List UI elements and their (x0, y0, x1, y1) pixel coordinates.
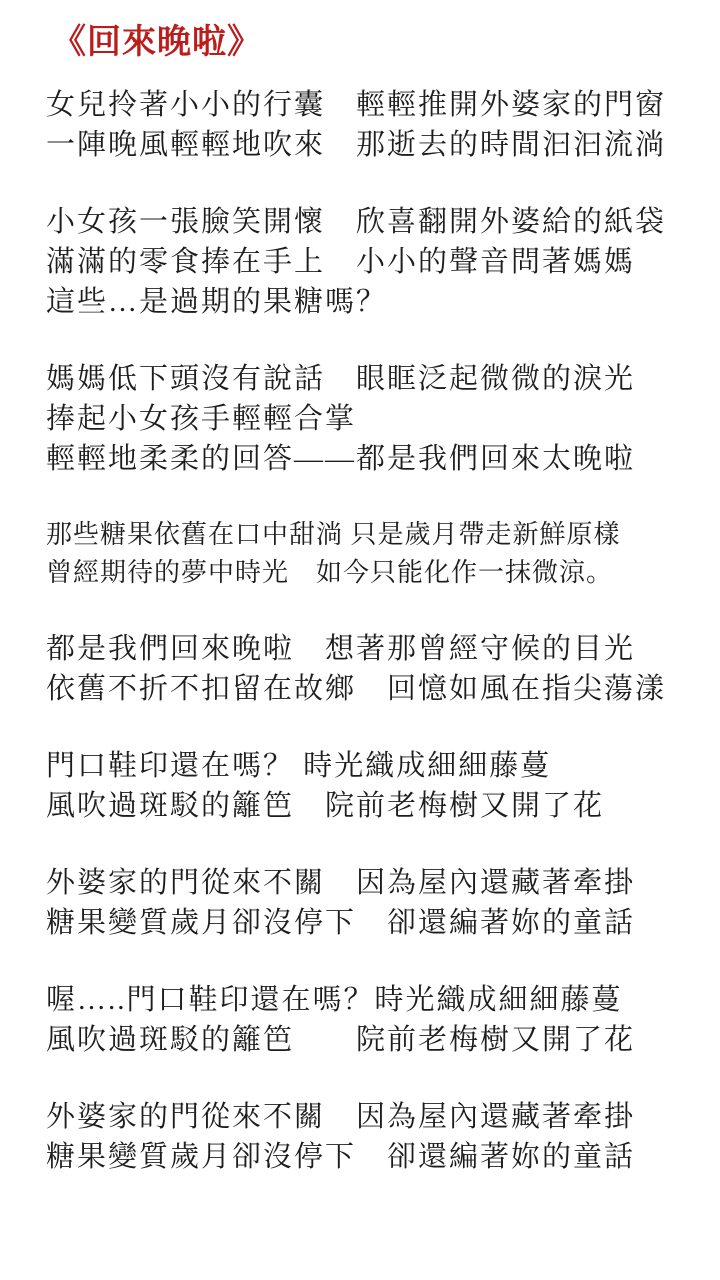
stanza-3 (46, 359, 702, 479)
lyric-line: 滿滿的零食捧在手上 小小的聲音問著媽媽 (46, 246, 636, 278)
lyric-line: 外婆家的門從來不關 因為屋內還藏著牽掛 (46, 1101, 636, 1133)
lyric-line: 門口鞋印還在嗎？ 時光織成細細藤蔓 (46, 750, 552, 782)
lyric-line: 捧起小女孩手輕輕合掌 (46, 403, 357, 435)
lyric-line: 曾經期待的夢中時光 如今只能化作一抹微涼。 (46, 558, 614, 587)
lyric-line: 那些糖果依舊在口中甜淌 只是歲月帶走新鮮原樣 (46, 520, 621, 549)
page-title: 《回來晚啦》 (52, 24, 262, 61)
stanza-4 (46, 516, 702, 592)
stanza-2 (46, 202, 702, 322)
lyric-line: 風吹過斑駁的籬笆 院前老梅樹又開了花 (46, 1024, 636, 1056)
stanza-8 (46, 980, 702, 1060)
lyric-line: 喔…..門口鞋印還在嗎？時光織成細細藤蔓 (46, 984, 623, 1016)
lyric-line: 糖果變質歲月卻沒停下 卻還編著妳的童話 (46, 1141, 636, 1173)
lyric-line: 女兒拎著小小的行囊 輕輕推開外婆家的門窗 (46, 89, 667, 121)
lyric-line: 輕輕地柔柔的回答——都是我們回來太晚啦 (46, 443, 636, 475)
lyric-line: 依舊不折不扣留在故鄉 回憶如風在指尖蕩漾 (46, 673, 667, 705)
stanza-6 (46, 746, 702, 826)
lyric-line: 都是我們回來晚啦 想著那曾經守候的目光 (46, 633, 636, 665)
lyric-line: 這些…是過期的果糖嗎？ (46, 286, 388, 318)
lyric-line: 小女孩一張臉笑開懷 欣喜翻開外婆給的紙袋 (46, 206, 667, 238)
stanza-1 (46, 85, 702, 165)
lyric-line: 外婆家的門從來不關 因為屋內還藏著牽掛 (46, 867, 636, 899)
stanza-7 (46, 863, 702, 943)
lyrics-body (46, 85, 702, 1177)
lyric-line: 媽媽低下頭沒有說話 眼眶泛起微微的淚光 (46, 363, 636, 395)
lyric-line: 風吹過斑駁的籬笆 院前老梅樹又開了花 (46, 790, 605, 822)
lyric-line: 一陣晚風輕輕地吹來 那逝去的時間汩汩流淌 (46, 129, 667, 161)
lyric-line: 糖果變質歲月卻沒停下 卻還編著妳的童話 (46, 907, 636, 939)
stanza-9 (46, 1097, 702, 1177)
stanza-5 (46, 629, 702, 709)
